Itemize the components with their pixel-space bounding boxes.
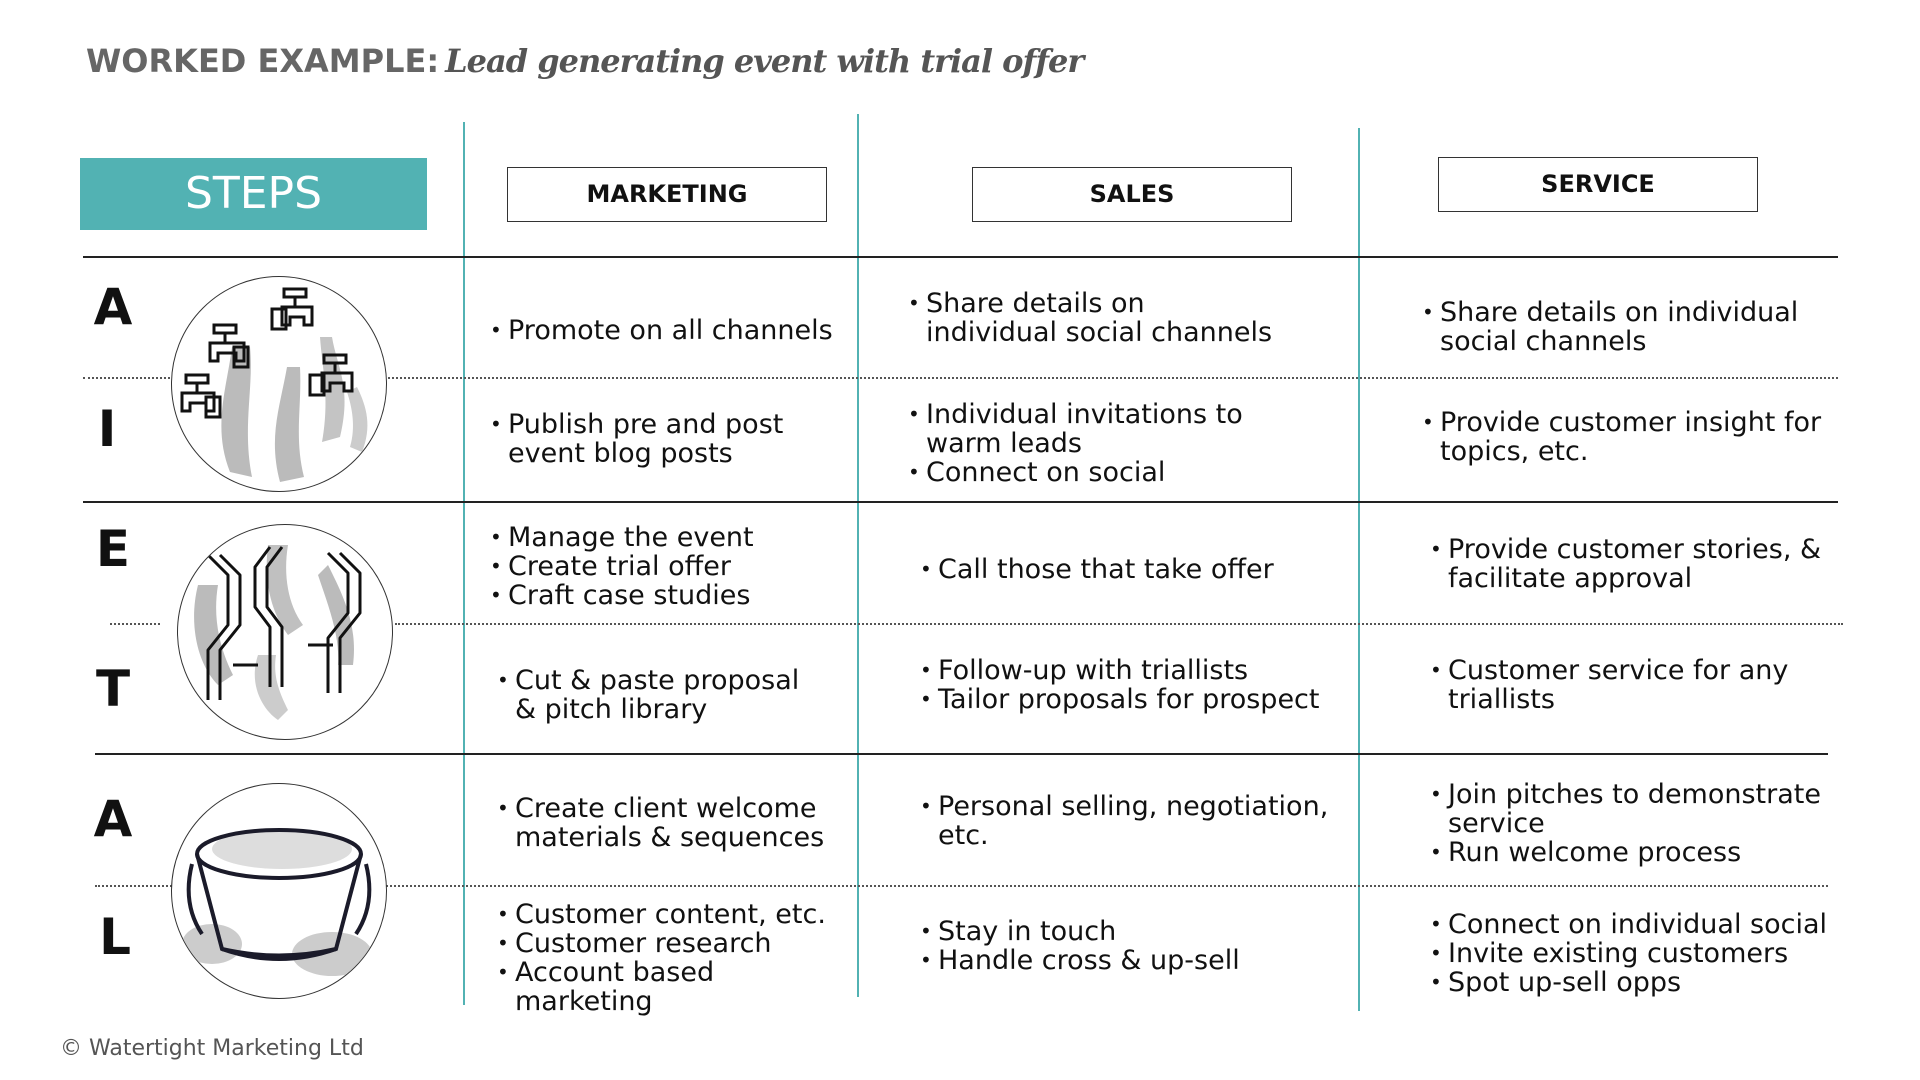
cell-r4-marketing xyxy=(497,666,799,724)
taps-icon xyxy=(171,276,387,492)
cell-r1-sales xyxy=(908,289,1272,347)
list-item: • Promote on all channels xyxy=(490,316,833,345)
cell-r3-sales xyxy=(920,555,1274,584)
list-item: • Connect on individual social xyxy=(1430,910,1827,939)
row-separator xyxy=(83,501,1838,503)
cell-r6-service xyxy=(1430,910,1827,997)
list-item: • Run welcome process xyxy=(1430,838,1821,867)
row-separator xyxy=(83,256,1838,258)
step-letter-e: E xyxy=(95,520,131,578)
list-item: • Create client welcome materials & sequences xyxy=(497,794,824,852)
page-title xyxy=(86,42,1083,80)
list-item: • Spot up-sell opps xyxy=(1430,968,1827,997)
list-item: • Account based marketing xyxy=(497,958,826,1016)
list-item: • Provide customer insight for topics, etc. xyxy=(1422,408,1821,466)
cell-r2-service xyxy=(1422,408,1821,466)
title-lead: WORKED EXAMPLE: xyxy=(86,42,440,80)
list-item: • Tailor proposals for prospect xyxy=(920,685,1319,714)
cell-r6-sales xyxy=(920,917,1240,975)
list-item: • Stay in touch xyxy=(920,917,1240,946)
column-divider xyxy=(857,114,859,997)
list-item: • Customer content, etc. xyxy=(497,900,826,929)
bucket-icon xyxy=(171,783,387,999)
pipes-icon xyxy=(177,524,393,740)
row-separator-dotted xyxy=(110,623,160,625)
cell-r3-marketing xyxy=(490,523,754,610)
steps-header: STEPS xyxy=(80,158,427,230)
cell-r5-sales xyxy=(920,792,1328,850)
list-item: • Customer service for any triallists xyxy=(1430,656,1788,714)
list-item: • Connect on social xyxy=(908,458,1243,487)
column-divider xyxy=(463,122,465,1005)
list-item: • Follow-up with triallists xyxy=(920,656,1319,685)
list-item: • Individual invitations to warm leads xyxy=(908,400,1243,458)
column-header-marketing: MARKETING xyxy=(507,167,827,222)
list-item: • Manage the event xyxy=(490,523,754,552)
list-item: • Call those that take offer xyxy=(920,555,1274,584)
list-item: • Personal selling, negotiation, etc. xyxy=(920,792,1328,850)
column-header-service: SERVICE xyxy=(1438,157,1758,212)
cell-r3-service xyxy=(1430,535,1821,593)
cell-r5-marketing xyxy=(497,794,824,852)
column-header-sales: SALES xyxy=(972,167,1292,222)
list-item: • Create trial offer xyxy=(490,552,754,581)
list-item: • Join pitches to demonstrate service xyxy=(1430,780,1821,838)
list-item: • Invite existing customers xyxy=(1430,939,1827,968)
list-item: • Craft case studies xyxy=(490,581,754,610)
list-item: • Provide customer stories, & facilitate approval xyxy=(1430,535,1821,593)
list-item: • Customer research xyxy=(497,929,826,958)
list-item: • Cut & paste proposal & pitch library xyxy=(497,666,799,724)
cell-r2-sales xyxy=(908,400,1243,487)
list-item: • Handle cross & up-sell xyxy=(920,946,1240,975)
column-divider xyxy=(1358,128,1360,1011)
list-item: • Share details on individual social channels xyxy=(908,289,1272,347)
step-letter-a: A xyxy=(93,278,133,336)
list-item: • Share details on individual social channels xyxy=(1422,298,1798,356)
cell-r6-marketing xyxy=(497,900,826,1016)
list-item: • Publish pre and post event blog posts xyxy=(490,410,783,468)
step-letter-i: I xyxy=(97,400,117,458)
copyright-notice: © Watertight Marketing Ltd xyxy=(60,1036,364,1061)
title-subject: Lead generating event with trial offer xyxy=(445,42,1084,80)
row-separator xyxy=(95,753,1828,755)
cell-r4-sales xyxy=(920,656,1319,714)
step-letter-a: A xyxy=(93,790,133,848)
cell-r4-service xyxy=(1430,656,1788,714)
step-letter-l: L xyxy=(99,908,131,966)
row-separator-dotted xyxy=(395,623,1843,625)
cell-r2-marketing xyxy=(490,410,783,468)
cell-r5-service xyxy=(1430,780,1821,867)
cell-r1-service xyxy=(1422,298,1798,356)
cell-r1-marketing xyxy=(490,316,833,345)
step-letter-t: T xyxy=(95,660,131,718)
